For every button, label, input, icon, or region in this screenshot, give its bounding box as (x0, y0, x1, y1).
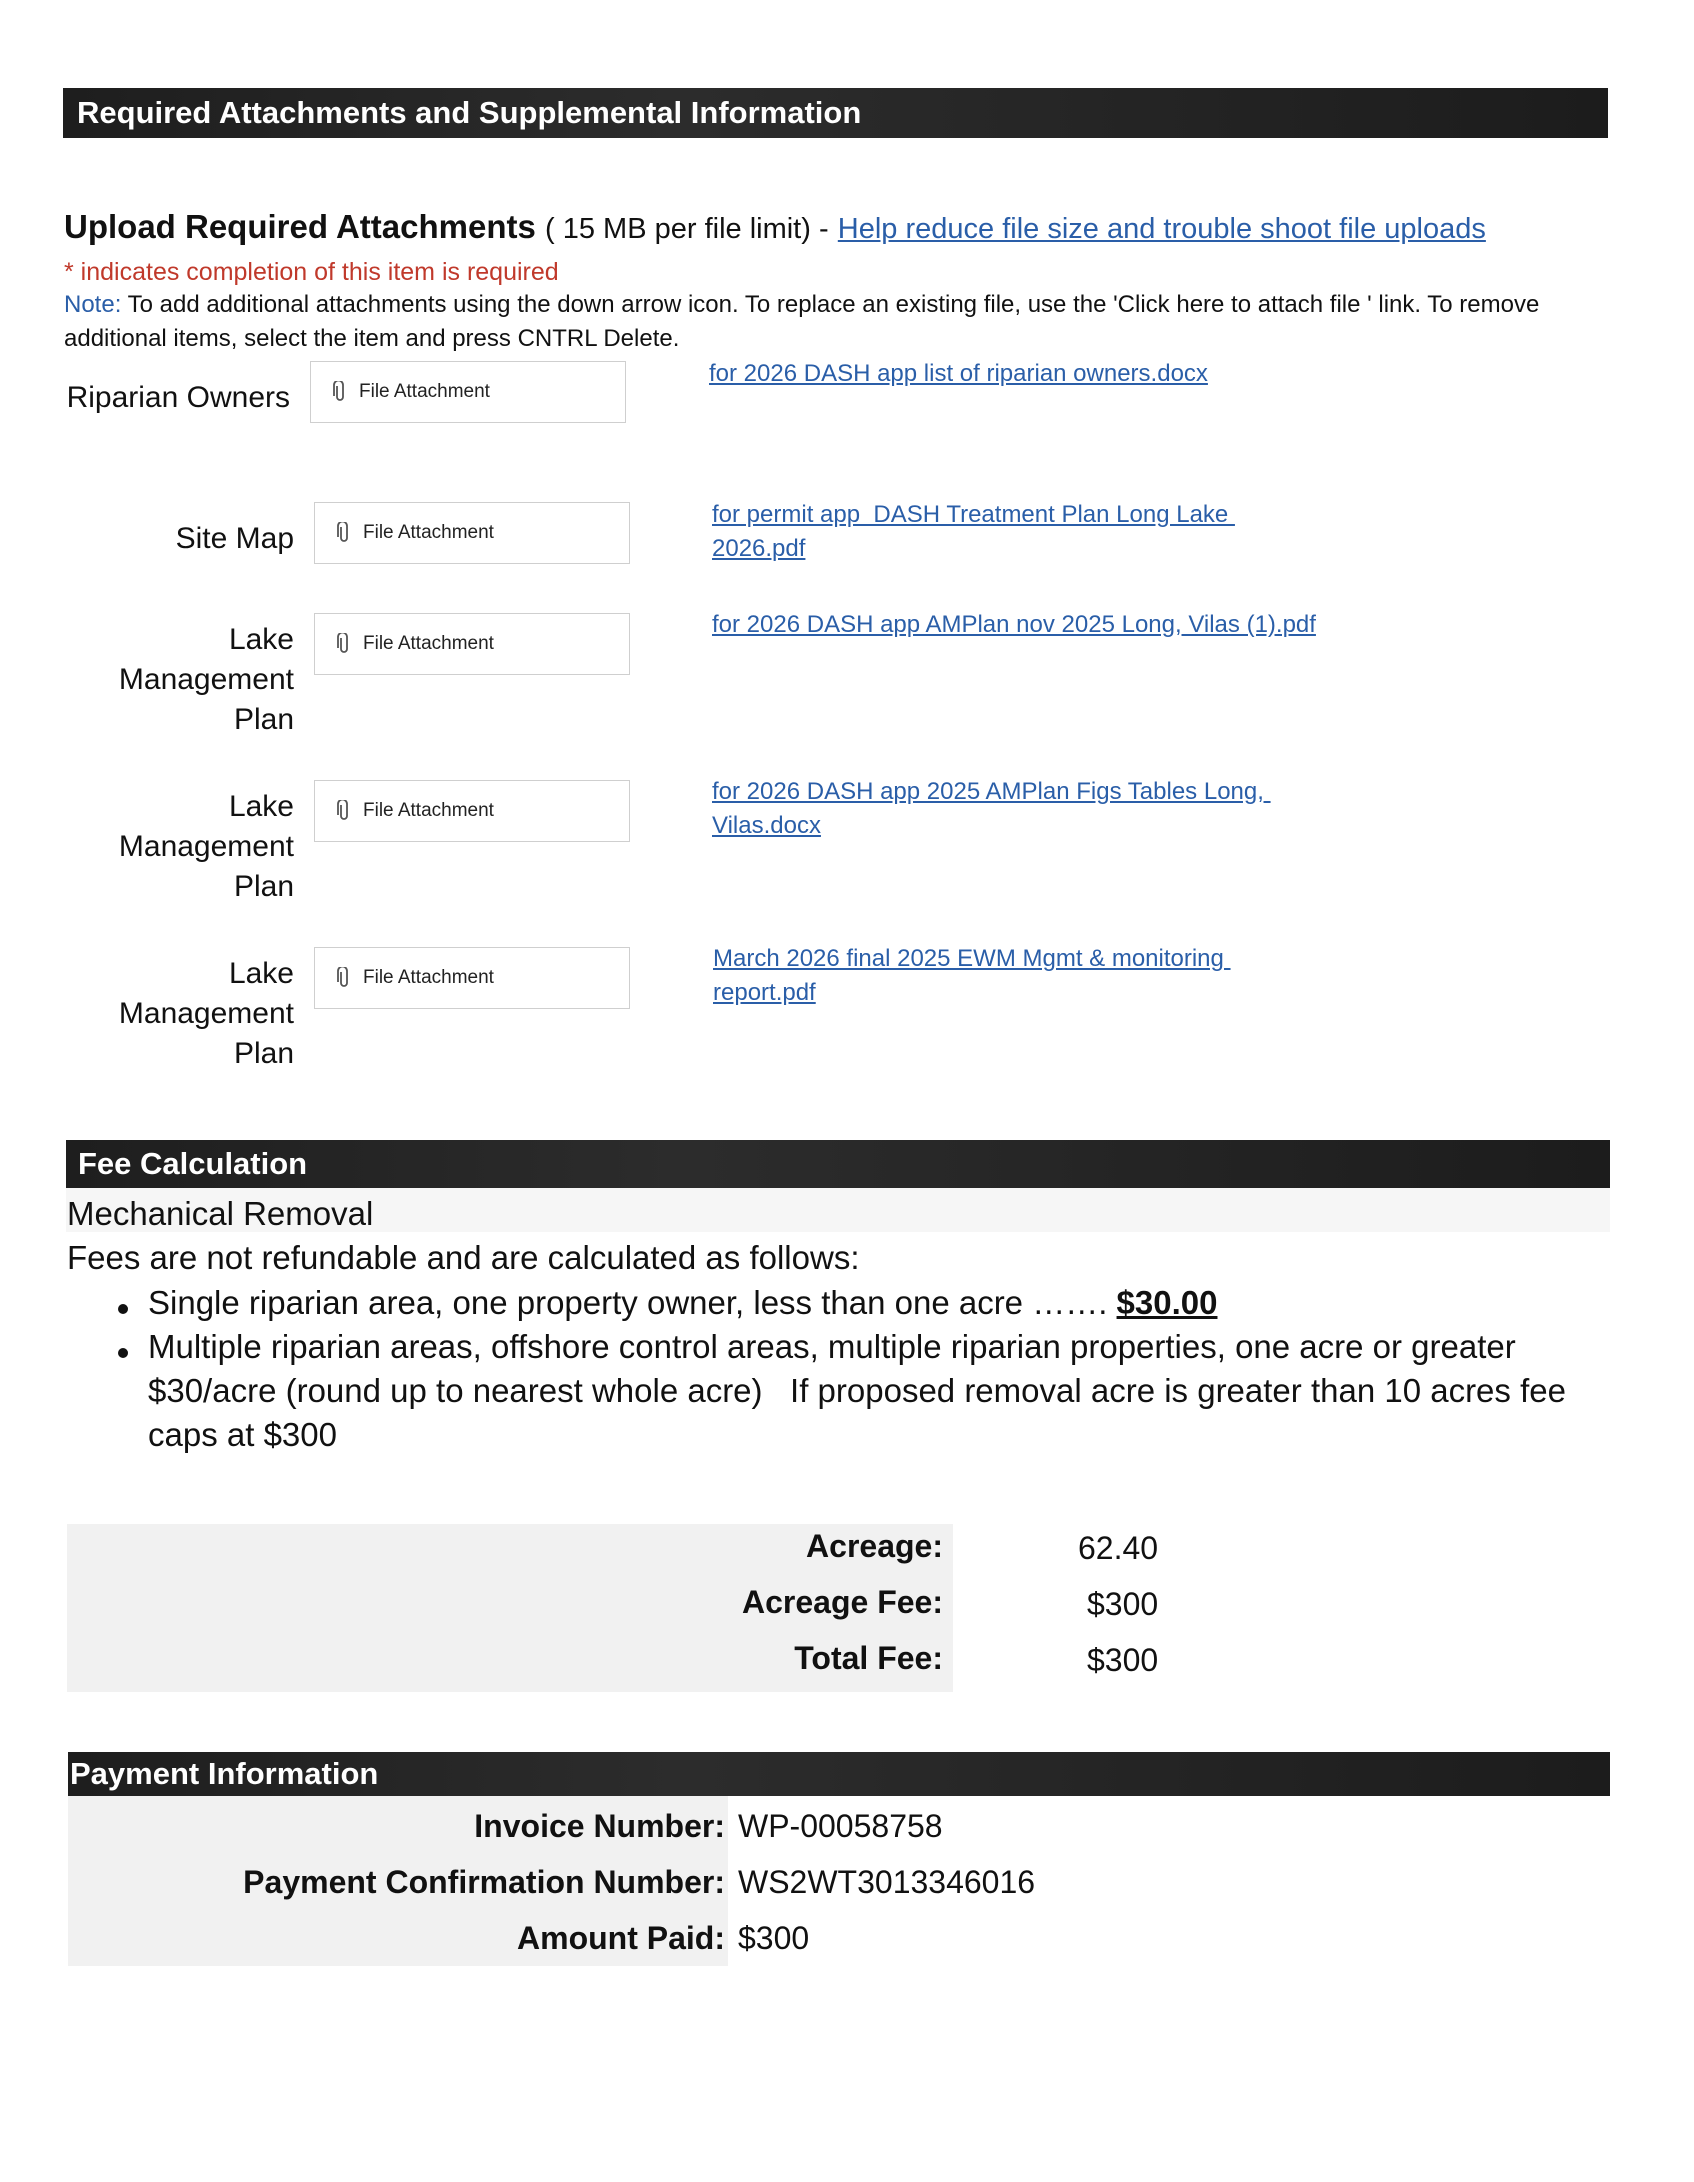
attached-file-link[interactable] (712, 498, 1332, 566)
upload-limit: ( 15 MB per file limit) - (545, 213, 829, 245)
attachments-section-header (63, 88, 1608, 138)
attached-file-link-line1[interactable]: for 2026 DASH app 2025 AMPlan Figs Tables Long, (712, 778, 1271, 805)
attachment-label-site-map: Site Map (175, 522, 294, 555)
file-attachment-button[interactable] (314, 613, 630, 675)
bullet-dot (118, 1348, 128, 1358)
fee-section-header (66, 1140, 1610, 1188)
file-attachment-label: File Attachment (363, 633, 494, 654)
fee-bullet-2 (148, 1325, 1566, 1457)
acreage-label: Acreage: (806, 1528, 943, 1564)
paperclip-icon (333, 381, 347, 403)
fee-bullet-2-line2: $30/acre (round up to nearest whole acre) If proposed removal acre is greater than 10 acres fee (148, 1372, 1566, 1409)
attached-file-link[interactable] (712, 775, 1332, 843)
attached-file-link-line2[interactable]: report.pdf (713, 979, 816, 1006)
help-link[interactable]: Help reduce file size and trouble shoot file uploads (837, 213, 1486, 245)
label-line: Management (118, 830, 294, 863)
fee-intro: Fees are not refundable and are calculated as follows: (67, 1239, 860, 1276)
attachment-label-lake-management-plan (64, 954, 294, 1074)
file-attachment-button[interactable] (314, 502, 630, 564)
payment-confirmation-label: Payment Confirmation Number: (243, 1864, 725, 1900)
file-attachment-button[interactable] (310, 361, 626, 423)
attachment-note (64, 288, 1624, 356)
file-attachment-label: File Attachment (363, 967, 494, 988)
total-fee-value: $300 (1087, 1642, 1159, 1678)
label-line: Lake (228, 790, 294, 823)
amount-paid-label: Amount Paid: (517, 1920, 725, 1956)
paperclip-icon (337, 967, 351, 989)
acreage-value: 62.40 (1078, 1530, 1159, 1566)
attachments-section-title: Required Attachments and Supplemental Information (77, 95, 862, 130)
paperclip-icon (337, 800, 351, 822)
fee-bullet-1-text: Single riparian area, one property owner, less than one acre ……. (148, 1284, 1108, 1321)
fee-subtitle: Mechanical Removal (67, 1195, 374, 1232)
label-line: Plan (233, 703, 294, 736)
attached-file-link[interactable] (712, 608, 1412, 642)
note-text: To add additional attachments using the down arrow icon. To replace an existing file, use the 'Click here to attach file ' link. To remove additional items, select the item and press CNTRL Delete. (64, 291, 1540, 352)
attached-file-link-line1[interactable]: for 2026 DASH app AMPlan nov 2025 Long, Vilas (1).pdf (712, 611, 1316, 638)
paperclip-icon (337, 633, 351, 655)
acreage-fee-label: Acreage Fee: (742, 1584, 943, 1620)
payment-confirmation-value: WS2WT3013346016 (738, 1864, 1036, 1900)
label-line: Lake (228, 957, 294, 990)
file-attachment-button[interactable] (314, 780, 630, 842)
file-attachment-label: File Attachment (359, 381, 490, 402)
attached-file-link-line2[interactable]: 2026.pdf (712, 535, 806, 562)
attachment-label-riparian-owners: Riparian Owners (66, 381, 290, 414)
file-attachment-label: File Attachment (363, 522, 494, 543)
bullet-dot (118, 1304, 128, 1314)
label-line: Management (118, 663, 294, 696)
invoice-number-label: Invoice Number: (474, 1808, 725, 1844)
acreage-fee-value: $300 (1087, 1586, 1159, 1622)
attached-file-link[interactable] (709, 357, 1329, 391)
attachment-label-lake-management-plan (64, 620, 294, 740)
label-line: Plan (233, 870, 294, 903)
label-line: Plan (233, 1037, 294, 1070)
attached-file-link-line1[interactable]: for permit app DASH Treatment Plan Long Lake (712, 501, 1235, 528)
file-attachment-label: File Attachment (363, 800, 494, 821)
fee-bullet-1 (148, 1281, 1217, 1325)
attached-file-link-line1[interactable]: March 2026 final 2025 EWM Mgmt & monitoring (713, 945, 1231, 972)
attached-file-link-text[interactable]: for 2026 DASH app list of riparian owners.docx (709, 360, 1208, 387)
fee-bullet-2-line1: Multiple riparian areas, offshore control areas, multiple riparian properties, one acre or greater (148, 1328, 1516, 1365)
fee-section-title: Fee Calculation (78, 1146, 308, 1181)
upload-title: Upload Required Attachments (64, 208, 536, 245)
total-fee-label: Total Fee: (794, 1640, 943, 1676)
upload-heading (64, 208, 1486, 246)
paperclip-icon (337, 522, 351, 544)
attached-file-link-line2[interactable]: Vilas.docx (712, 812, 821, 839)
label-line: Lake (228, 623, 294, 656)
fee-bullet-1-amount: $30.00 (1116, 1284, 1218, 1321)
payment-section-title: Payment Information (70, 1756, 379, 1791)
note-label: Note: (64, 291, 122, 318)
required-indicator-note: * indicates completion of this item is required (64, 258, 559, 286)
fee-bullet-2-line3: caps at $300 (148, 1416, 337, 1453)
label-line: Management (118, 997, 294, 1030)
amount-paid-value: $300 (738, 1920, 810, 1956)
file-attachment-button[interactable] (314, 947, 630, 1009)
attached-file-link[interactable] (713, 942, 1333, 1010)
payment-section-header (68, 1752, 1610, 1796)
invoice-number-value: WP-00058758 (738, 1808, 943, 1844)
attachment-label-lake-management-plan (64, 787, 294, 907)
